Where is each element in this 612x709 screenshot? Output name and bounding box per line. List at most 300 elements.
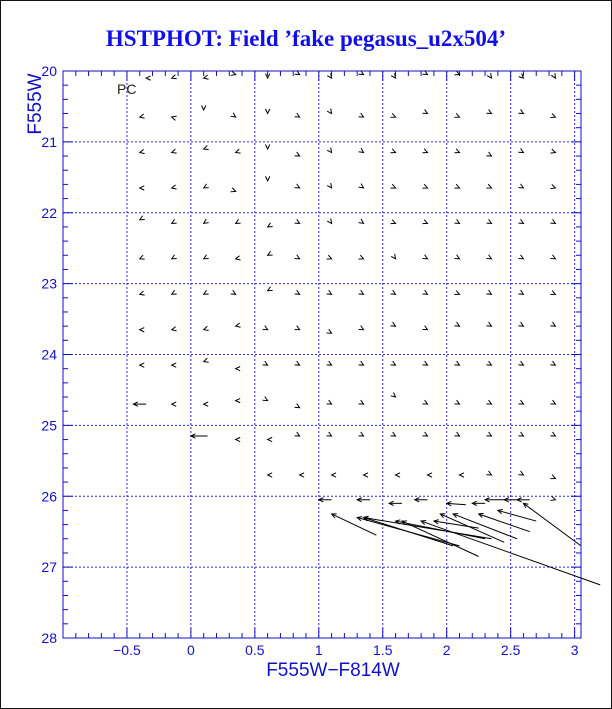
vector-arrow: [455, 322, 460, 326]
vector-arrow: [455, 432, 460, 436]
vector-arrow: [202, 105, 206, 110]
vector-arrow: [550, 184, 555, 188]
vector-head: [202, 105, 206, 110]
vector-arrow: [327, 109, 331, 114]
vector-arrow: [327, 183, 331, 188]
vector-head: [518, 400, 523, 404]
vector-head: [268, 287, 273, 291]
vector-arrow: [327, 148, 331, 153]
vector-head: [140, 216, 145, 220]
x-tick-label: 2: [442, 642, 451, 658]
vector-head: [140, 149, 145, 153]
vector-arrow: [550, 113, 555, 117]
vector-head: [204, 145, 209, 149]
vector-arrow: [204, 290, 209, 294]
x-axis-title: F555W−F814W: [266, 660, 400, 681]
vector-arrow: [479, 513, 530, 531]
vector-head: [204, 255, 209, 259]
vector-head: [172, 290, 177, 294]
vector-arrow: [423, 184, 428, 188]
vector-head: [172, 149, 177, 153]
x-tick-label: 0.5: [245, 642, 265, 658]
vector-head: [359, 432, 364, 436]
vector-head: [391, 73, 395, 78]
vector-arrow: [204, 145, 209, 149]
vector-arrow: [550, 361, 555, 365]
vector-head: [327, 148, 331, 153]
annotation-label: PC: [117, 81, 137, 97]
vector-arrow: [391, 220, 396, 224]
vector-head: [486, 255, 491, 259]
grid-lines: [63, 71, 581, 638]
vector-arrow: [268, 223, 273, 227]
vector-arrow: [423, 255, 428, 259]
vector-head: [455, 400, 460, 404]
vector-head: [140, 114, 145, 118]
vector-arrow: [265, 176, 269, 181]
vector-arrow: [172, 149, 177, 153]
vector-head: [391, 113, 396, 117]
vector-head: [518, 361, 523, 365]
vector-arrow: [172, 75, 177, 79]
vector-arrow: [550, 475, 555, 479]
vector-head: [140, 328, 145, 332]
vector-arrow: [428, 473, 433, 477]
vector-arrow: [486, 322, 491, 326]
vector-arrow: [268, 287, 273, 291]
vector-head: [231, 290, 236, 294]
vector-head: [359, 400, 364, 404]
vector-shaft: [396, 521, 486, 539]
vector-shaft: [479, 514, 530, 532]
vector-head: [295, 152, 300, 156]
vector-head: [295, 290, 300, 294]
vector-head: [295, 184, 300, 188]
vector-head: [327, 290, 332, 294]
y-tick-label: 22: [41, 204, 57, 221]
vector-shaft: [440, 514, 504, 542]
vector-arrow: [423, 149, 428, 153]
vector-head: [518, 432, 523, 436]
vector-head: [391, 290, 396, 294]
vector-arrow: [295, 113, 300, 117]
vector-head: [327, 361, 332, 365]
data-vectors: [133, 70, 600, 584]
vector-head: [204, 219, 209, 223]
vector-head: [236, 367, 241, 371]
vector-arrow: [236, 398, 241, 402]
vector-arrow: [550, 322, 555, 326]
vector-arrow: [295, 255, 300, 259]
vector-arrow: [550, 432, 555, 436]
vector-head: [455, 291, 460, 295]
vector-arrow: [172, 327, 177, 331]
vector-arrow: [486, 152, 491, 156]
vector-head: [364, 473, 369, 477]
vector-arrow: [359, 432, 364, 436]
vector-arrow: [396, 473, 401, 477]
vector-head: [391, 392, 396, 397]
vector-arrow: [295, 290, 300, 294]
vector-arrow: [518, 255, 523, 259]
vector-arrow: [551, 73, 555, 78]
vector-head: [231, 71, 236, 75]
vector-head: [455, 113, 460, 117]
vector-head: [423, 400, 428, 404]
vector-arrow: [453, 514, 517, 539]
vector-arrow: [268, 437, 273, 441]
vector-head: [263, 326, 268, 330]
vector-arrow: [486, 432, 491, 436]
vector-arrow: [518, 219, 523, 223]
vector-head: [295, 255, 300, 259]
y-tick-label: 24: [41, 346, 57, 363]
vector-head: [391, 322, 396, 326]
vector-arrow: [191, 434, 208, 438]
vector-head: [428, 473, 433, 477]
vector-head: [486, 184, 491, 188]
vector-arrow: [517, 498, 530, 502]
vector-arrow: [359, 184, 364, 188]
vector-head: [172, 75, 177, 79]
vector-shaft: [332, 514, 377, 535]
vector-head: [359, 184, 364, 188]
vector-head: [487, 73, 491, 78]
vector-arrow: [231, 290, 236, 294]
vector-shaft: [453, 514, 517, 539]
vector-head: [236, 219, 241, 223]
vector-head: [455, 219, 460, 223]
vector-arrow: [236, 323, 241, 327]
vector-arrow: [391, 361, 396, 365]
vector-arrow: [140, 186, 145, 190]
vector-head: [146, 76, 151, 80]
vector-arrow: [518, 361, 523, 365]
vector-head: [359, 148, 364, 152]
vector-head: [518, 290, 523, 294]
vector-arrow: [486, 361, 491, 365]
vector-arrow: [415, 498, 428, 502]
vector-head: [455, 149, 460, 153]
vector-arrow: [295, 404, 300, 408]
vector-arrow: [332, 514, 377, 535]
vector-arrow: [236, 367, 241, 371]
vector-head: [359, 326, 364, 330]
vector-arrow: [359, 148, 364, 152]
vector-arrow: [423, 400, 428, 404]
vector-head: [423, 149, 428, 153]
vector-arrow: [140, 328, 145, 332]
vector-arrow: [455, 291, 460, 295]
vector-arrow: [231, 71, 236, 75]
vector-arrow: [455, 184, 460, 188]
vector-shaft: [434, 521, 479, 528]
vector-head: [204, 75, 209, 79]
vector-arrow: [332, 473, 337, 477]
vector-arrow: [265, 144, 269, 149]
vector-arrow: [518, 109, 523, 113]
vector-arrow: [391, 322, 396, 326]
vector-head: [518, 184, 523, 188]
vector-arrow: [518, 290, 523, 294]
vector-head: [172, 255, 177, 259]
vector-arrow: [327, 218, 331, 223]
vector-arrow: [359, 326, 364, 330]
vector-arrow: [364, 517, 454, 546]
vector-arrow: [486, 471, 491, 475]
vector-arrow: [504, 498, 517, 502]
vector-head: [550, 361, 555, 365]
vector-arrow: [140, 216, 145, 220]
vector-shaft: [523, 503, 581, 546]
vector-arrow: [204, 326, 209, 330]
vector-arrow: [357, 498, 370, 502]
vector-head: [486, 361, 491, 365]
vector-arrow: [423, 326, 428, 330]
vector-head: [172, 327, 177, 331]
y-tick-label: 28: [41, 630, 57, 646]
vector-head: [359, 290, 364, 294]
vector-arrow: [140, 363, 145, 367]
vector-head: [486, 290, 491, 294]
vector-arrow: [327, 329, 332, 333]
vector-arrow: [172, 116, 177, 120]
vector-arrow: [146, 76, 151, 80]
vector-arrow: [550, 255, 555, 259]
x-tick-label: 1.5: [373, 642, 393, 658]
vector-head: [486, 109, 491, 113]
y-tick-label: 23: [41, 275, 57, 292]
vector-head: [295, 326, 300, 330]
vector-arrow: [140, 149, 145, 153]
vector-head: [423, 109, 428, 113]
vector-arrow: [455, 400, 460, 404]
x-tick-label: 2.5: [500, 642, 521, 658]
vector-head: [455, 361, 460, 365]
vector-head: [455, 255, 460, 259]
vector-head: [518, 322, 523, 326]
vector-arrow: [498, 510, 536, 522]
vector-arrow: [204, 184, 209, 188]
y-axis-title: F555W: [25, 73, 46, 135]
vector-head: [550, 400, 555, 404]
vector-head: [359, 361, 364, 365]
vector-head: [172, 363, 177, 367]
vector-head: [172, 185, 177, 189]
vector-arrow: [423, 109, 428, 113]
y-tick-label: 27: [41, 559, 57, 576]
vector-arrow: [550, 219, 555, 223]
vector-head: [550, 149, 555, 153]
vector-arrow: [550, 149, 555, 153]
vector-head: [327, 218, 331, 223]
vector-head: [359, 255, 364, 259]
vector-head: [332, 473, 337, 477]
vector-arrow: [172, 219, 177, 223]
vector-head: [231, 188, 236, 192]
vector-head: [295, 113, 300, 117]
vector-head: [172, 402, 177, 406]
vector-head: [550, 496, 555, 500]
vector-head: [327, 183, 331, 188]
vector-arrow: [455, 149, 460, 153]
vector-arrow: [295, 219, 300, 223]
vector-arrow: [391, 432, 396, 436]
x-tick-label: −0.5: [113, 642, 141, 658]
vector-arrow: [550, 400, 555, 404]
vector-head: [423, 255, 428, 259]
vector-arrow: [518, 432, 523, 436]
vector-head: [300, 473, 305, 477]
vector-shaft: [498, 510, 536, 521]
vector-arrow: [440, 514, 504, 543]
vector-arrow: [391, 392, 396, 397]
vector-head: [268, 437, 273, 441]
vector-arrow: [391, 113, 396, 117]
vector-arrow: [391, 254, 395, 259]
vector-head: [327, 73, 331, 78]
vector-arrow: [423, 220, 428, 224]
vector-head: [423, 184, 428, 188]
vector-head: [550, 255, 555, 259]
vector-arrow: [472, 501, 485, 505]
vector-arrow: [519, 73, 524, 78]
vector-arrow: [236, 219, 241, 223]
vector-head: [519, 73, 524, 78]
vector-head: [327, 329, 332, 333]
vector-head: [459, 473, 464, 477]
vector-arrow: [518, 322, 523, 326]
vector-head: [295, 432, 300, 436]
vector-head: [391, 254, 395, 259]
vector-arrow: [359, 361, 364, 365]
vector-head: [455, 184, 460, 188]
vector-arrow: [423, 361, 428, 365]
vector-arrow: [327, 290, 332, 294]
vector-head: [423, 220, 428, 224]
x-tick-label: 1: [314, 642, 323, 658]
vector-arrow: [486, 400, 491, 404]
vector-arrow: [486, 109, 491, 113]
vector-head: [265, 109, 269, 114]
vector-head: [204, 402, 209, 406]
vector-arrow: [140, 114, 145, 118]
vector-arrow: [389, 501, 402, 505]
vector-head: [550, 475, 555, 479]
vector-head: [551, 73, 555, 78]
vector-arrow: [455, 255, 460, 259]
vector-head: [265, 144, 269, 149]
vector-arrow: [204, 255, 209, 259]
vector-arrow: [140, 291, 145, 295]
y-tick-label: 26: [41, 488, 57, 505]
vector-head: [455, 322, 460, 326]
vector-head: [268, 251, 273, 255]
vector-arrow: [268, 251, 273, 255]
vector-head: [550, 113, 555, 117]
vector-arrow: [268, 473, 273, 477]
vector-arrow: [172, 290, 177, 294]
vector-head: [455, 432, 460, 436]
vector-arrow: [459, 473, 464, 477]
vector-head: [140, 255, 145, 259]
vector-head: [327, 432, 332, 436]
vector-arrow: [172, 255, 177, 259]
vector-head: [391, 220, 396, 224]
vector-arrow: [391, 184, 396, 188]
vector-arrow: [550, 496, 555, 500]
vector-arrow: [455, 361, 460, 365]
vector-head: [140, 186, 145, 190]
vector-arrow: [172, 363, 177, 367]
vector-arrow: [204, 75, 209, 79]
vector-arrow: [295, 326, 300, 330]
vector-arrow: [231, 188, 236, 192]
vector-head: [295, 404, 300, 408]
vector-head: [327, 109, 331, 114]
vector-head: [295, 361, 300, 365]
vector-arrow: [423, 432, 428, 436]
vector-head: [236, 149, 241, 153]
vector-head: [518, 219, 523, 223]
vector-head: [268, 473, 273, 477]
vector-head: [518, 109, 523, 113]
vector-arrow: [327, 400, 332, 404]
vector-head: [550, 219, 555, 223]
vector-arrow: [455, 219, 460, 223]
vector-arrow: [359, 113, 364, 117]
vector-head: [486, 432, 491, 436]
vector-head: [396, 473, 401, 477]
vector-head: [263, 396, 268, 400]
vector-arrow: [486, 219, 491, 223]
vector-arrow: [487, 73, 491, 78]
vector-head: [391, 361, 396, 365]
vector-arrow: [300, 473, 305, 477]
vector-arrow: [391, 149, 396, 153]
vector-head: [486, 152, 491, 156]
vector-head: [236, 437, 241, 441]
vector-head: [423, 290, 428, 294]
vector-head: [391, 149, 396, 153]
vector-head: [550, 322, 555, 326]
vector-arrow: [295, 184, 300, 188]
y-tick-label: 20: [41, 63, 57, 79]
vector-head: [140, 291, 145, 295]
vector-arrow: [204, 358, 209, 362]
vector-arrow: [172, 402, 177, 406]
vector-arrow: [327, 255, 332, 259]
vector-arrow: [455, 113, 460, 117]
vector-head: [550, 432, 555, 436]
vector-arrow: [204, 219, 209, 223]
vector-arrow: [263, 361, 268, 365]
vector-head: [550, 184, 555, 188]
vector-arrow: [265, 109, 269, 114]
vector-head: [140, 363, 145, 367]
vector-arrow: [236, 437, 241, 441]
vector-head: [359, 219, 364, 223]
vector-head: [327, 255, 332, 259]
y-tick-label: 21: [41, 133, 57, 150]
vector-head: [172, 116, 177, 120]
vector-arrow: [423, 290, 428, 294]
vector-arrow: [485, 498, 504, 502]
y-tick-label: 25: [41, 417, 57, 434]
vector-head: [265, 176, 269, 181]
vector-head: [268, 223, 273, 227]
vector-head: [423, 326, 428, 330]
